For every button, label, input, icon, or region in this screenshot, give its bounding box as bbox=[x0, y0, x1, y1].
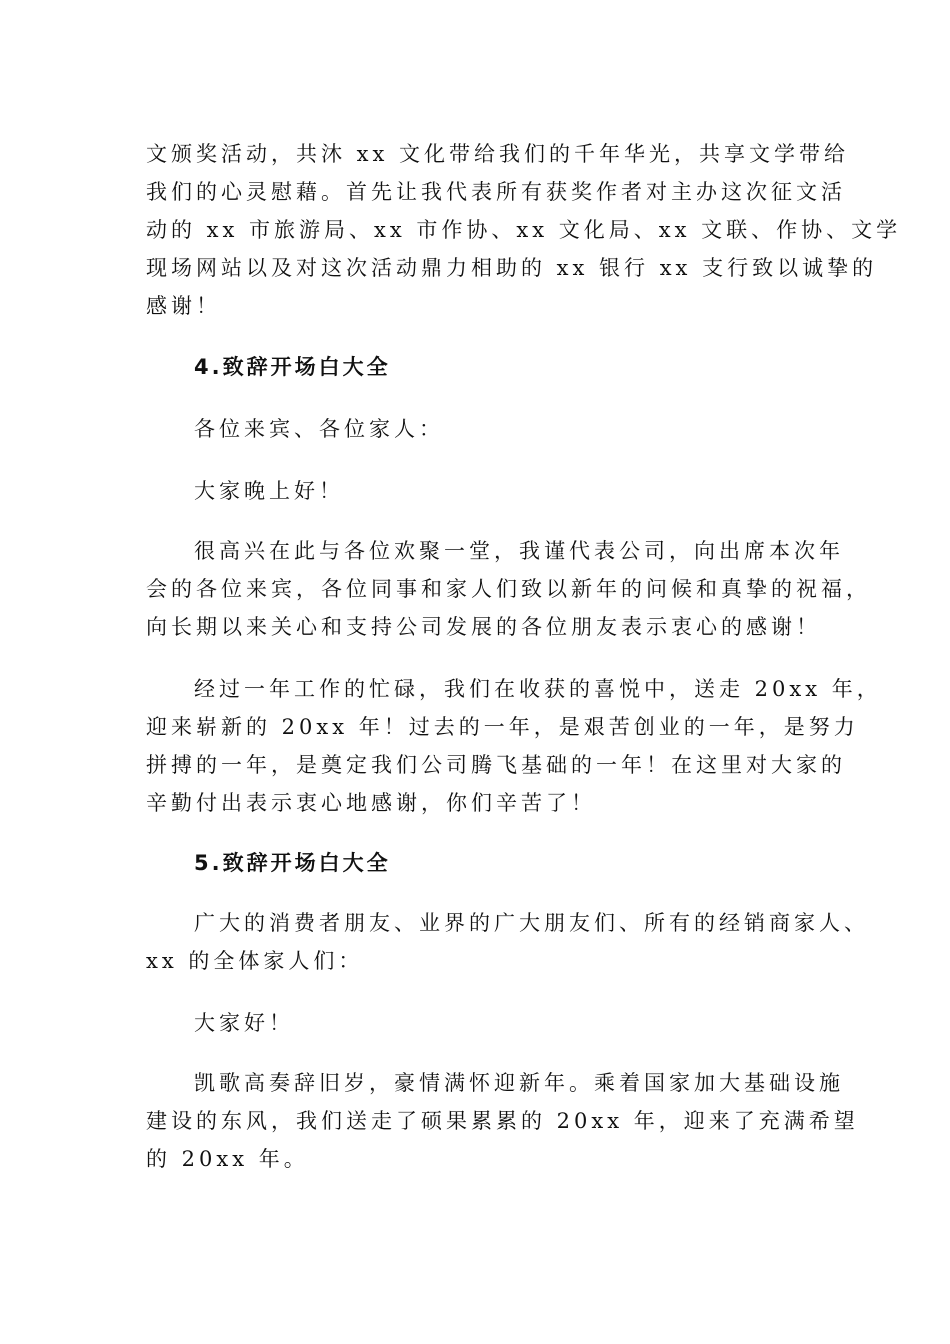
paragraph-line: 辛勤付出表示衷心地感谢，你们辛苦了！ bbox=[146, 791, 596, 815]
greeting: 大家晚上好！ bbox=[194, 479, 344, 503]
paragraph-line: 的 20xx 年。 bbox=[146, 1147, 309, 1171]
paragraph-line: 凯歌高奏辞旧岁，豪情满怀迎新年。乘着国家加大基础设施 bbox=[194, 1071, 844, 1095]
paragraph-line: 我们的心灵慰藉。首先让我代表所有获奖作者对主办这次征文活 bbox=[146, 180, 846, 204]
section-heading: 5.致辞开场白大全 bbox=[194, 851, 391, 875]
paragraph-line: 很高兴在此与各位欢聚一堂，我谨代表公司，向出席本次年 bbox=[194, 539, 844, 563]
paragraph-line: 向长期以来关心和支持公司发展的各位朋友表示衷心的感谢！ bbox=[146, 615, 821, 639]
paragraph-line: 动的 xx 市旅游局、xx 市作协、xx 文化局、xx 文联、作协、文学 bbox=[146, 218, 902, 242]
salutation: 广大的消费者朋友、业界的广大朋友们、所有的经销商家人、 bbox=[194, 911, 869, 935]
paragraph-line: 经过一年工作的忙碌，我们在收获的喜悦中，送走 20xx 年， bbox=[194, 677, 882, 701]
salutation: 各位来宾、各位家人： bbox=[194, 417, 444, 441]
paragraph-line: 建设的东风，我们送走了硕果累累的 20xx 年，迎来了充满希望 bbox=[146, 1109, 859, 1133]
paragraph-line: 现场网站以及对这次活动鼎力相助的 xx 银行 xx 支行致以诚挚的 bbox=[146, 256, 878, 280]
greeting: 大家好！ bbox=[194, 1011, 294, 1035]
paragraph-line: 迎来崭新的 20xx 年！过去的一年，是艰苦创业的一年，是努力 bbox=[146, 715, 859, 739]
paragraph-line: 拼搏的一年，是奠定我们公司腾飞基础的一年！在这里对大家的 bbox=[146, 753, 846, 777]
paragraph-line: 感谢！ bbox=[146, 294, 221, 318]
paragraph-line: 会的各位来宾，各位同事和家人们致以新年的问候和真挚的祝福， bbox=[146, 577, 871, 601]
section-heading: 4.致辞开场白大全 bbox=[194, 355, 391, 379]
salutation: xx 的全体家人们： bbox=[146, 949, 364, 973]
paragraph-line: 文颁奖活动，共沐 xx 文化带给我们的千年华光，共享文学带给 bbox=[146, 142, 850, 166]
